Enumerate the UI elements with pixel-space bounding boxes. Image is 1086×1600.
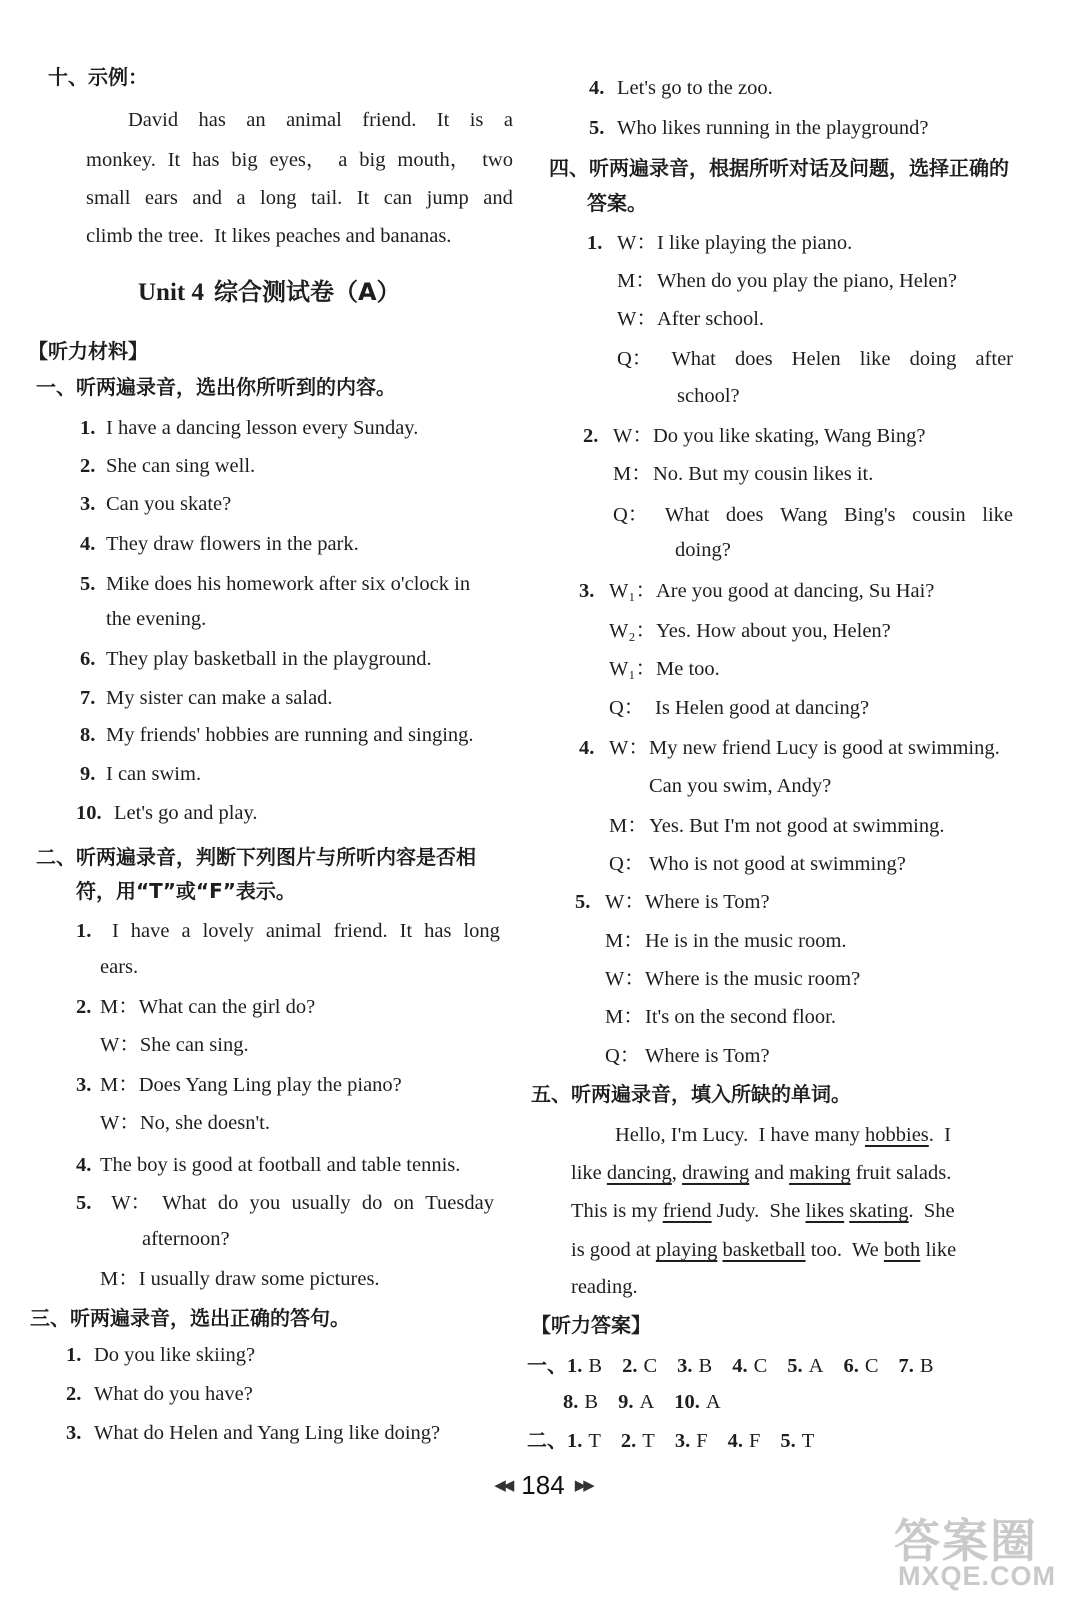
item-text: What do Helen and Yang Ling like doing?	[94, 1422, 441, 1444]
unit-label: Unit 4	[138, 279, 204, 306]
item-number: 1.	[80, 417, 96, 439]
section-5-heading	[531, 1079, 851, 1109]
item-text: I like playing the piano.	[657, 232, 853, 254]
item-number: 2.	[80, 455, 96, 477]
heading-text: 四、听两遍录音，根据所听对话及问题，选择正确的	[549, 156, 1009, 180]
dialogue-line	[677, 381, 740, 411]
answer-number: 6.	[843, 1355, 859, 1377]
unit-title-suffix: （A）	[333, 278, 401, 306]
dialogue-line	[579, 693, 869, 723]
word: has	[198, 109, 226, 131]
word: and	[192, 187, 222, 209]
speaker-label: W：	[617, 308, 657, 330]
word: do	[361, 1192, 383, 1214]
example-line	[86, 183, 513, 213]
word: usually	[291, 1192, 351, 1214]
answer-number: 1.	[567, 1430, 583, 1452]
speaker-label: Q：	[609, 697, 645, 719]
item-number: 3.	[66, 1422, 82, 1444]
list-item	[80, 720, 474, 750]
item-text: Are you good at dancing, Su Hai?	[656, 580, 935, 602]
list-item	[66, 1340, 255, 1370]
word: doing	[909, 348, 957, 370]
item-text: They draw flowers in the park.	[106, 533, 359, 555]
list-item	[80, 451, 255, 481]
dialogue-line	[583, 459, 873, 489]
watermark-logo: 答案圈	[894, 1515, 1038, 1567]
answer-value: C	[864, 1355, 879, 1377]
dialogue-line	[583, 421, 925, 451]
word: tail.	[310, 187, 343, 209]
item-text: Where is Tom?	[645, 891, 770, 913]
list-item	[76, 992, 315, 1022]
list-item	[142, 1224, 230, 1254]
answer-value: B	[919, 1355, 934, 1377]
word: What	[671, 348, 716, 370]
listening-material-label	[28, 336, 148, 366]
answer-value: T	[588, 1430, 601, 1452]
word: and	[483, 187, 513, 209]
item-text: No, she doesn't.	[139, 1112, 270, 1134]
list-item	[80, 644, 432, 674]
item-text: Who likes running in the playground?	[617, 117, 929, 139]
section-4-heading	[549, 153, 1019, 183]
heading-text: 十、示例：	[48, 65, 148, 89]
item-number: 2.	[76, 996, 92, 1018]
example-line	[86, 221, 451, 251]
item-text: No. But my cousin likes it.	[653, 463, 874, 485]
page-number: 184	[521, 1469, 565, 1500]
speaker-label: W：	[617, 232, 657, 254]
item-number: 5.	[80, 573, 96, 595]
answer-number: 3.	[677, 1355, 693, 1377]
dialogue-line	[575, 1002, 836, 1032]
dialogue-line	[575, 964, 860, 994]
list-item	[76, 1150, 460, 1180]
speaker-label: M：	[605, 1006, 644, 1028]
word: an	[246, 109, 266, 131]
list-item	[100, 1264, 380, 1294]
section-2-heading	[36, 842, 506, 872]
list-item	[80, 759, 201, 789]
word: Q：	[617, 348, 653, 370]
word: Tuesday	[425, 1192, 494, 1214]
speaker-label: M：	[609, 815, 648, 837]
word: you	[249, 1192, 281, 1214]
dialogue-line	[579, 849, 906, 879]
item-text: Is Helen good at dancing?	[655, 697, 870, 719]
filled-blank: both	[883, 1239, 921, 1261]
answer-number: 9.	[618, 1391, 634, 1413]
word: does	[725, 504, 764, 526]
answer-value: T	[801, 1430, 815, 1452]
answer-number: 3.	[674, 1430, 691, 1452]
dialogue-line	[575, 1041, 770, 1071]
item-text: Let's go to the zoo.	[617, 77, 773, 99]
item-text: It's on the second floor.	[645, 1006, 837, 1028]
word: big	[231, 149, 258, 171]
answer-row	[563, 1387, 741, 1417]
speaker-label: M：	[605, 930, 644, 952]
answer-number: 8.	[563, 1391, 579, 1413]
speaker-label: W：	[613, 425, 653, 447]
text-run: . She	[908, 1200, 955, 1222]
word: does	[734, 348, 773, 370]
answer-number: 10.	[674, 1391, 700, 1413]
item-text: ears.	[100, 956, 139, 978]
answer-value: A	[705, 1391, 721, 1413]
item-text: Let's go and play.	[114, 802, 258, 824]
answer-number: 4.	[727, 1430, 743, 1452]
word: W：	[111, 1192, 152, 1214]
section-2-heading	[76, 876, 296, 906]
speaker-label: Q：	[609, 853, 645, 875]
item-text: school?	[677, 385, 740, 407]
answer-row	[527, 1350, 954, 1381]
text-run: Hello, I'm Lucy. I have many	[615, 1124, 865, 1146]
item-number: 4.	[589, 77, 605, 99]
item-text: The boy is good at football and table tennis.	[100, 1154, 461, 1176]
word: big	[359, 149, 386, 171]
item-text: Do you like skiing?	[94, 1344, 256, 1366]
item-number: 10.	[76, 802, 102, 824]
item-number: 1.	[587, 232, 603, 254]
filled-blank: making	[789, 1162, 851, 1184]
speaker-label: W：	[605, 968, 645, 990]
item-text: I usually draw some pictures.	[138, 1268, 380, 1290]
prev-page-icon[interactable]: ◀◀	[494, 1477, 512, 1494]
text-run: is good at	[571, 1239, 656, 1261]
dialogue-line	[579, 733, 1000, 763]
word: lovely	[202, 920, 254, 942]
text-run: and	[749, 1162, 790, 1184]
word: ears	[144, 187, 178, 209]
answers-label	[531, 1310, 651, 1340]
word: has	[424, 920, 452, 942]
dialogue-line	[579, 654, 720, 684]
next-page-icon[interactable]: ▶▶	[574, 1477, 592, 1494]
dialogue-line	[587, 304, 764, 334]
speaker-label: W：	[100, 1112, 140, 1134]
word: friend.	[333, 920, 388, 942]
answer-value: B	[698, 1355, 713, 1377]
word: What	[664, 504, 710, 526]
heading-text: 答案。	[587, 191, 647, 215]
list-item	[80, 413, 418, 443]
speaker-label: W：	[100, 1034, 140, 1056]
answer-value: A	[808, 1355, 824, 1377]
item-text: Can you skate?	[106, 493, 232, 515]
heading-text: 五、听两遍录音，填入所缺的单词。	[531, 1082, 851, 1106]
item-number: 3.	[80, 493, 96, 515]
section-3-heading	[30, 1303, 350, 1333]
text-run: like	[920, 1239, 957, 1261]
word: jump	[426, 187, 469, 209]
word: a	[236, 187, 246, 209]
word: It	[167, 149, 181, 171]
dialogue-line	[675, 535, 731, 565]
answer-number: 7.	[898, 1355, 914, 1377]
watermark	[894, 1505, 1072, 1597]
item-number: 8.	[80, 724, 96, 746]
word: have	[130, 920, 170, 942]
filled-blank: likes	[805, 1200, 845, 1222]
filled-blank: playing	[655, 1239, 718, 1261]
item-text: Where is Tom?	[645, 1045, 770, 1067]
speaker-label: Q：	[605, 1045, 641, 1067]
list-item	[80, 529, 359, 559]
item-text: She can sing well.	[106, 455, 256, 477]
item-number: 6.	[80, 648, 96, 670]
example-line	[86, 145, 513, 175]
item-text: My friends' hobbies are running and singing.	[106, 724, 474, 746]
answer-value: T	[642, 1430, 655, 1452]
item-number: 5.	[575, 891, 591, 913]
word: Helen	[791, 348, 841, 370]
word: long	[260, 187, 297, 209]
dialogue-line	[579, 576, 934, 606]
word: on	[393, 1192, 415, 1214]
list-item	[80, 604, 206, 634]
item-number: 4.	[80, 533, 96, 555]
list-item	[80, 683, 333, 713]
item-number: 7.	[80, 687, 96, 709]
heading-text: 三、听两遍录音，选出正确的答句。	[30, 1306, 350, 1330]
word: like	[982, 504, 1013, 526]
item-text: What do you have?	[94, 1383, 253, 1405]
word: a	[338, 149, 348, 171]
answer-number: 5.	[780, 1430, 796, 1452]
list-item	[589, 73, 773, 103]
list-item	[76, 1070, 402, 1100]
item-number: 1.	[76, 920, 92, 942]
list-item	[76, 1108, 270, 1138]
item-text: My new friend Lucy is good at swimming.	[649, 737, 1000, 759]
answer-value: F	[748, 1430, 761, 1452]
word: small	[86, 187, 131, 209]
word: is	[469, 109, 484, 131]
item-number: 4.	[579, 737, 595, 759]
item-text: doing?	[675, 539, 731, 561]
answer-number: 4.	[732, 1355, 748, 1377]
word: two	[482, 149, 513, 171]
word: a	[181, 920, 191, 942]
heading-text: 一、听两遍录音，选出你所听到的内容。	[36, 375, 396, 399]
item-text: Do you like skating, Wang Bing?	[653, 425, 926, 447]
word: long	[463, 920, 500, 942]
speaker-label: W：	[609, 737, 649, 759]
word: It	[399, 920, 413, 942]
item-number: 5.	[76, 1192, 92, 1214]
item-text: Can you swim, Andy?	[649, 775, 832, 797]
answer-prefix: 一、	[527, 1353, 567, 1377]
list-item	[66, 1418, 440, 1448]
item-number: 5.	[589, 117, 605, 139]
list-item	[76, 916, 500, 946]
filled-blank: basketball	[722, 1239, 806, 1261]
text-run: fruit salads.	[850, 1162, 952, 1184]
item-text: Who is not good at swimming?	[649, 853, 906, 875]
section-1-heading	[36, 372, 396, 402]
word: David	[128, 109, 179, 131]
word: a	[503, 109, 513, 131]
dialogue-line	[613, 500, 1013, 530]
item-text: They play basketball in the playground.	[106, 648, 432, 670]
item-text: He is in the music room.	[645, 930, 847, 952]
word: Bing's	[843, 504, 896, 526]
item-text: I have a dancing lesson every Sunday.	[106, 417, 419, 439]
word: I	[111, 920, 119, 942]
item-number: 3.	[76, 1074, 92, 1096]
dialogue-line	[617, 344, 1013, 374]
filled-blank: dancing	[606, 1162, 672, 1184]
fill-blank-line	[615, 1120, 951, 1150]
word: friend.	[362, 109, 417, 131]
answer-number: 5.	[787, 1355, 803, 1377]
text-run: Judy. She	[711, 1200, 806, 1222]
speaker-label: W₁：	[609, 658, 656, 680]
fill-blank-line	[571, 1158, 951, 1188]
unit-title	[138, 277, 401, 308]
list-item	[80, 569, 470, 599]
answer-number: 2.	[622, 1355, 638, 1377]
text-run: This is my	[571, 1200, 663, 1222]
dialogue-line	[575, 887, 770, 917]
fill-blank-line	[571, 1196, 955, 1226]
word: can	[383, 187, 413, 209]
answer-number: 1.	[567, 1355, 583, 1377]
label-text: 【听力材料】	[28, 339, 148, 363]
list-item	[589, 113, 928, 143]
answer-value: B	[584, 1391, 599, 1413]
item-number: 9.	[80, 763, 96, 785]
item-text: Mike does his homework after six o'clock in	[106, 573, 471, 595]
heading-text: 符，用“T”或“F”表示。	[76, 879, 296, 903]
list-item	[76, 1030, 249, 1060]
filled-blank: hobbies	[865, 1124, 929, 1146]
section-4-heading	[587, 188, 647, 218]
example-text: climb the tree. It likes peaches and bananas.	[86, 225, 452, 247]
word: Q：	[613, 504, 649, 526]
answer-value: A	[639, 1391, 655, 1413]
speaker-label: W₂：	[609, 620, 656, 642]
item-number: 4.	[76, 1154, 92, 1176]
item-text: the evening.	[106, 608, 207, 630]
word: It	[356, 187, 370, 209]
word: mouth，	[397, 149, 471, 171]
word: It	[436, 109, 450, 131]
answer-value: B	[588, 1355, 603, 1377]
list-item	[76, 798, 258, 828]
dialogue-line	[575, 926, 847, 956]
text-run: too. We	[805, 1239, 884, 1261]
item-text: Where is the music room?	[645, 968, 861, 990]
item-text: After school.	[657, 308, 765, 330]
list-item	[100, 952, 138, 982]
answer-prefix: 二、	[527, 1428, 567, 1452]
word: Wang	[780, 504, 828, 526]
item-text: She can sing.	[139, 1034, 249, 1056]
word: cousin	[912, 504, 966, 526]
word: after	[975, 348, 1013, 370]
word: eyes，	[269, 149, 327, 171]
page-footer	[0, 1465, 1086, 1505]
word: like	[859, 348, 891, 370]
text-run: reading.	[571, 1276, 638, 1298]
speaker-label: M：	[100, 1074, 139, 1096]
answer-value: C	[753, 1355, 768, 1377]
item-text: Does Yang Ling play the piano?	[138, 1074, 402, 1096]
heading-text: 二、听两遍录音，判断下列图片与所听内容是否相	[36, 845, 476, 869]
item-text: Yes. How about you, Helen?	[656, 620, 891, 642]
dialogue-line	[587, 266, 957, 296]
word: animal	[286, 109, 342, 131]
item-text: What can the girl do?	[138, 996, 316, 1018]
answer-row	[527, 1425, 834, 1456]
item-text: afternoon?	[142, 1228, 230, 1250]
word: has	[192, 149, 220, 171]
word: monkey.	[86, 149, 156, 171]
filled-blank: skating	[849, 1200, 909, 1222]
dialogue-line	[579, 811, 944, 841]
item-text: I can swim.	[106, 763, 202, 785]
speaker-label: W：	[605, 891, 645, 913]
list-item	[80, 489, 231, 519]
item-number: 2.	[66, 1383, 82, 1405]
unit-title-zh: 综合测试卷	[213, 278, 334, 306]
word: What	[162, 1192, 207, 1214]
item-text: Me too.	[656, 658, 720, 680]
list-item	[66, 1379, 253, 1409]
word: do	[217, 1192, 239, 1214]
speaker-label: M：	[100, 1268, 139, 1290]
example-line	[128, 105, 513, 135]
answer-number: 2.	[620, 1430, 637, 1452]
dialogue-line	[579, 771, 831, 801]
item-text: My sister can make a salad.	[106, 687, 333, 709]
item-text: When do you play the piano, Helen?	[657, 270, 958, 292]
fill-blank-line	[571, 1235, 956, 1265]
word: animal	[265, 920, 322, 942]
filled-blank: drawing	[682, 1162, 750, 1184]
text-run: like	[571, 1162, 607, 1184]
section-10-heading	[48, 62, 148, 92]
fill-blank-line	[571, 1272, 638, 1302]
item-text: Yes. But I'm not good at swimming.	[649, 815, 945, 837]
dialogue-line	[579, 616, 891, 646]
answer-value: F	[696, 1430, 708, 1452]
list-item	[76, 1188, 494, 1218]
speaker-label: W₁：	[609, 580, 656, 602]
answer-value: C	[643, 1355, 658, 1377]
watermark-text: MXQE.COM	[898, 1561, 1057, 1591]
speaker-label: M：	[100, 996, 139, 1018]
dialogue-line	[587, 228, 852, 258]
item-number: 1.	[66, 1344, 82, 1366]
speaker-label: M：	[613, 463, 652, 485]
filled-blank: friend	[662, 1200, 712, 1222]
speaker-label: M：	[617, 270, 656, 292]
item-number: 2.	[583, 425, 599, 447]
item-number: 3.	[579, 580, 595, 602]
label-text: 【听力答案】	[531, 1313, 651, 1337]
text-run: . I	[928, 1124, 951, 1146]
text-run: ,	[671, 1162, 683, 1184]
